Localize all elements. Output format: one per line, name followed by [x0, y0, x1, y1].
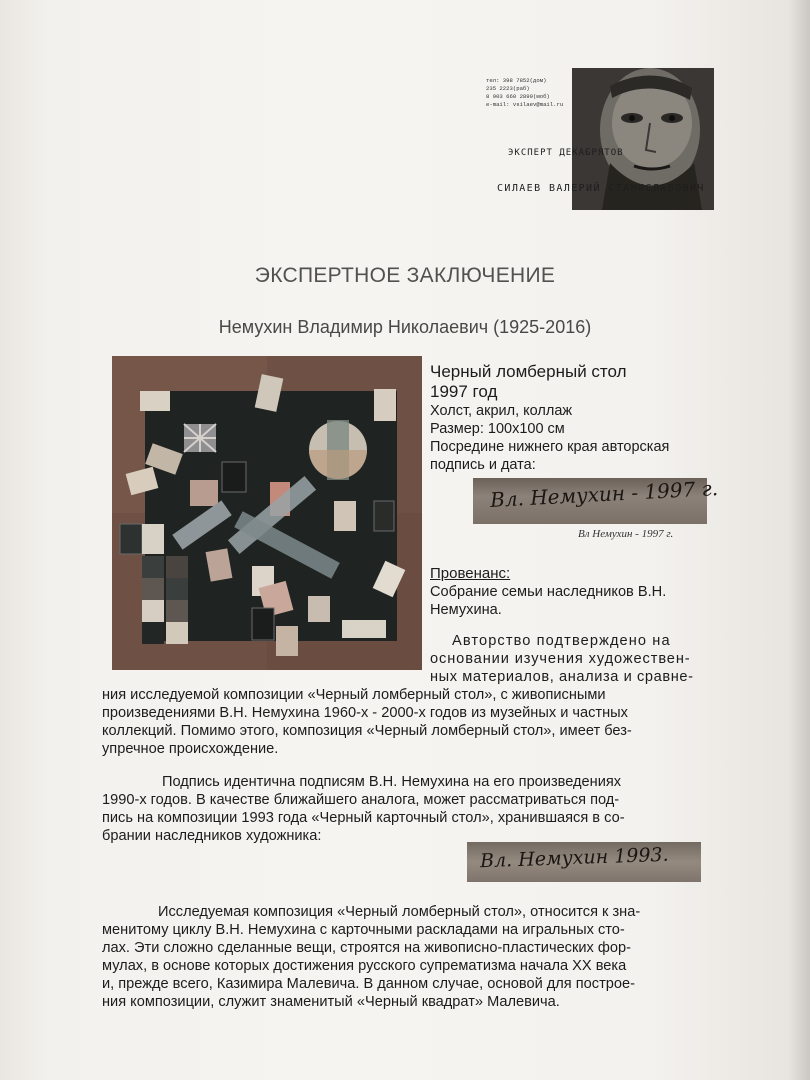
paragraph-line: Подпись идентична подписям В.Н. Немухина на его произведениях	[162, 774, 622, 790]
paragraph-line: лах. Эти сложно сделанные вещи, строятся на живописно-пластических фор-	[102, 940, 631, 956]
signature-handwriting-1993: Вл. Немухин 1993.	[479, 843, 669, 873]
artwork-year: 1997 год	[430, 382, 498, 401]
provenance-line: Собрание семьи наследников В.Н.	[430, 584, 667, 600]
paragraph-line: упречное происхождение.	[102, 741, 279, 757]
artist-name: Немухин Владимир Николаевич (1925-2016)	[218, 317, 592, 337]
document-title: ЭКСПЕРТНОЕ ЗАКЛЮЧЕНИЕ	[254, 264, 556, 287]
contact-line: 235 2223(раб)	[486, 85, 530, 92]
letterhead-title: ЭКСПЕРТ ДЕКАБРЯТОВ	[508, 148, 624, 158]
letterhead-contacts	[486, 77, 576, 109]
contact-line: e-mail: vsilaev@mail.ru	[486, 101, 564, 108]
signature-handwriting: Вл. Немухин - 1997 г.	[489, 476, 719, 512]
artwork-medium: Холст, акрил, коллаж	[430, 403, 573, 419]
letterhead-name: СИЛАЕВ ВАЛЕРИЙ СТАНИСЛАВОВИЧ	[497, 183, 705, 194]
signature-caption: Вл Немухин - 1997 г.	[578, 528, 674, 540]
paragraph-line: основании изучения художествен-	[430, 651, 691, 667]
paragraph-line: брании наследников художника:	[102, 828, 322, 844]
paragraph-line: ных материалов, анализа и сравне-	[430, 669, 694, 685]
paragraph-line: Авторство подтверждено на	[452, 633, 671, 649]
provenance-line: Немухина.	[430, 602, 502, 618]
page-shadow	[788, 0, 810, 1080]
paragraph-line: мулах, в основе которых достижения русского супрематизма начала XX века	[102, 958, 627, 974]
artwork-collage-icon	[112, 356, 422, 670]
contact-line: 8 903 660 2899(моб)	[486, 93, 550, 100]
artwork-size: Размер: 100х100 см	[430, 421, 565, 437]
artwork-image	[112, 356, 422, 670]
paragraph-line: пись на композиции 1993 года «Черный карточный стол», хранившаяся в со-	[102, 810, 625, 826]
paragraph-line: менитому циклу В.Н. Немухина с карточными раскладами на игральных сто-	[102, 922, 625, 938]
artwork-title: Черный ломберный стол	[430, 362, 627, 381]
paragraph-line: и, прежде всего, Казимира Малевича. В данном случае, основой для построе-	[102, 976, 635, 992]
provenance-label: Провенанс:	[430, 565, 511, 582]
signature-note: Посредине нижнего края авторская	[430, 439, 670, 455]
paragraph-line: ния композиции, служит знаменитый «Черный квадрат» Малевича.	[102, 994, 560, 1010]
paragraph-line: ния исследуемой композиции «Черный ломберный стол», с живописными	[102, 687, 606, 703]
paragraph-line: произведениями В.Н. Немухина 1960-х - 2000-х годов из музейных и частных	[102, 705, 628, 721]
paragraph-line: Исследуемая композиция «Черный ломберный стол», относится к зна-	[158, 904, 641, 920]
paragraph-line: 1990-х годов. В качестве ближайшего аналога, может рассматриваться под-	[102, 792, 620, 808]
signature-note: подпись и дата:	[430, 457, 536, 473]
contact-line: тел: 398 7852(дом)	[486, 77, 547, 84]
paragraph-line: коллекций. Помимо этого, композиция «Черный ломберный стол», имеет без-	[102, 723, 632, 739]
